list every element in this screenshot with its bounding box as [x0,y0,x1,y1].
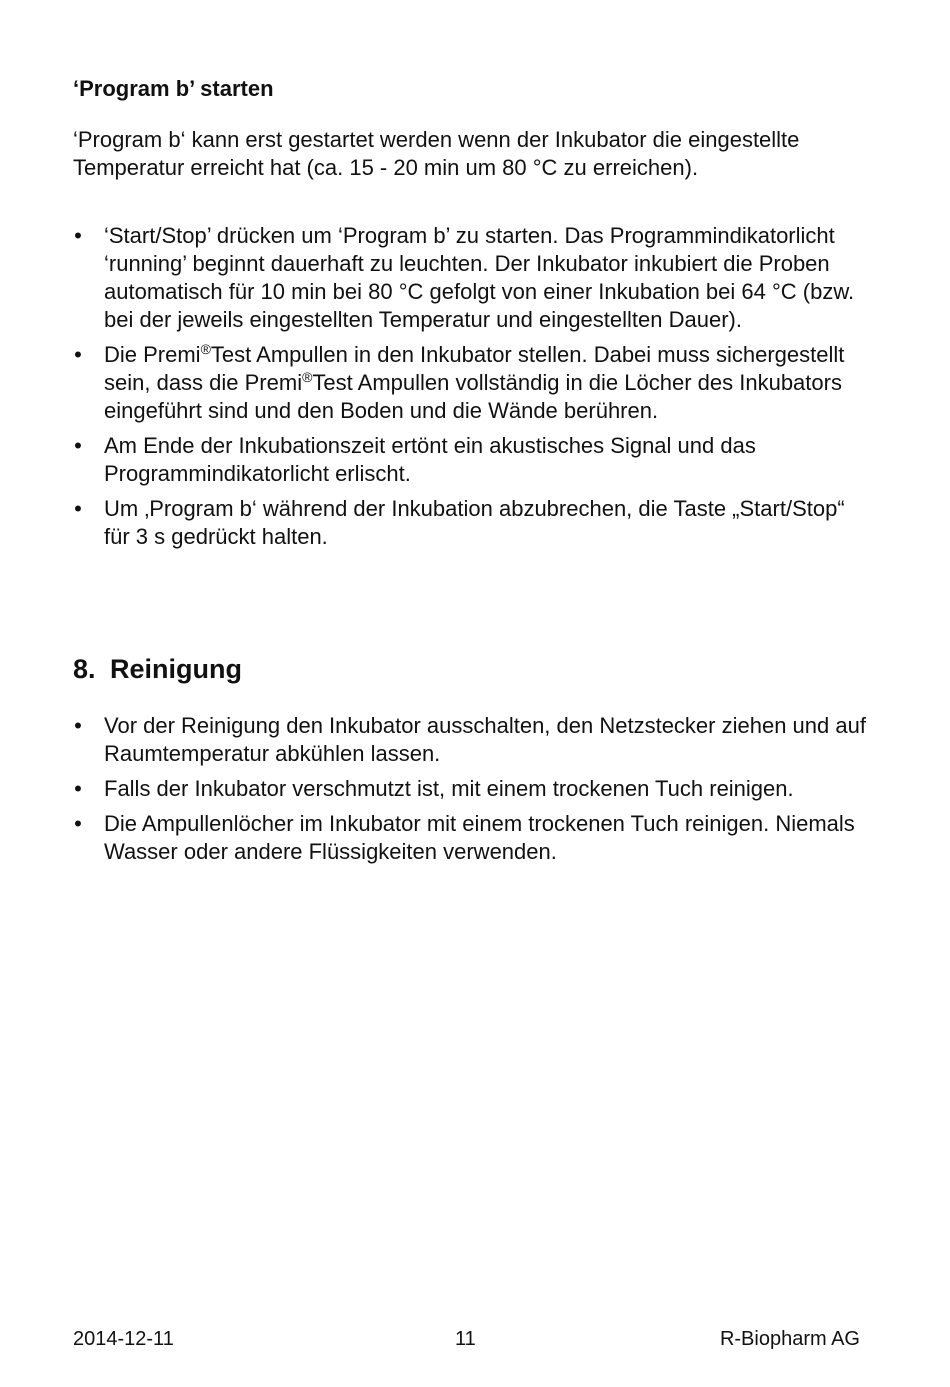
list-item [73,495,873,551]
list-item-text: Um ‚Program b‘ während der Inkubation abzubrechen, die Taste „Start/Stop“ für 3 s gedrückt halten. [104,496,845,549]
registered-mark: ® [200,341,211,357]
bullet-icon: • [74,342,82,367]
registered-mark: ® [302,369,313,385]
list-item-text-part: Test Ampullen in den Inkubator stellen. Dabei muss sichergestellt sein, dass die Premi [104,342,845,395]
bullet-icon: • [74,713,82,738]
list-item [73,222,873,334]
list-item-text: Vor der Reinigung den Inkubator ausschalten, den Netzstecker ziehen und auf Raumtemperatur abkühlen lassen. [104,713,866,766]
section-title: Reinigung [110,654,242,684]
bullet-icon: • [74,496,82,521]
list-item-text-part: Test Ampullen vollständig in die Löcher des Inkubators eingeführt sind und den Boden und die Wände berühren. [104,370,842,423]
subheading-program-b-starten: ‘Program b’ starten [73,76,274,101]
section-heading-reinigung [73,654,242,685]
list-item-text: Falls der Inkubator verschmutzt ist, mit einem trockenen Tuch reinigen. [104,776,794,801]
list-item-text: Die Ampullenlöcher im Inkubator mit einem trockenen Tuch reinigen. Niemals Wasser oder andere Flüssigkeiten verwenden. [104,811,855,864]
footer-date: 2014-12-11 [73,1328,174,1350]
list-item-text: Am Ende der Inkubationszeit ertönt ein akustisches Signal und das Programmindikatorlicht erlischt. [104,433,756,486]
list-item-text: ‘Start/Stop’ drücken um ‘Program b’ zu starten. Das Programmindikatorlicht ‘running’ beginnt dauerhaft zu leuchten. Der Inkubator inkubiert die Proben automatisch für 10 min bei 80 °C gefolgt von einer Inkubation bei 64 °C (bzw. bei der jeweils eingestellten Temperatur und eingestellten Dauer). [104,223,855,332]
list-item [73,712,873,768]
cleaning-instructions-list [73,712,873,873]
section-number: 8. [73,654,96,684]
list-item [73,341,873,425]
start-instructions-list [73,222,873,558]
list-item-text-part: Die Premi [104,342,201,367]
list-item [73,810,873,866]
bullet-icon: • [74,433,82,458]
bullet-icon: • [74,776,82,801]
page-number: 11 [455,1328,476,1350]
list-item [73,775,873,803]
intro-paragraph: ‘Program b‘ kann erst gestartet werden wenn der Inkubator die eingestellte Temperatur erreicht hat (ca. 15 - 20 min um 80 °C zu erreichen). [73,127,800,180]
footer-company: R-Biopharm AG [719,1328,860,1350]
bullet-icon: • [74,811,82,836]
bullet-icon: • [74,223,82,248]
list-item [73,432,873,488]
